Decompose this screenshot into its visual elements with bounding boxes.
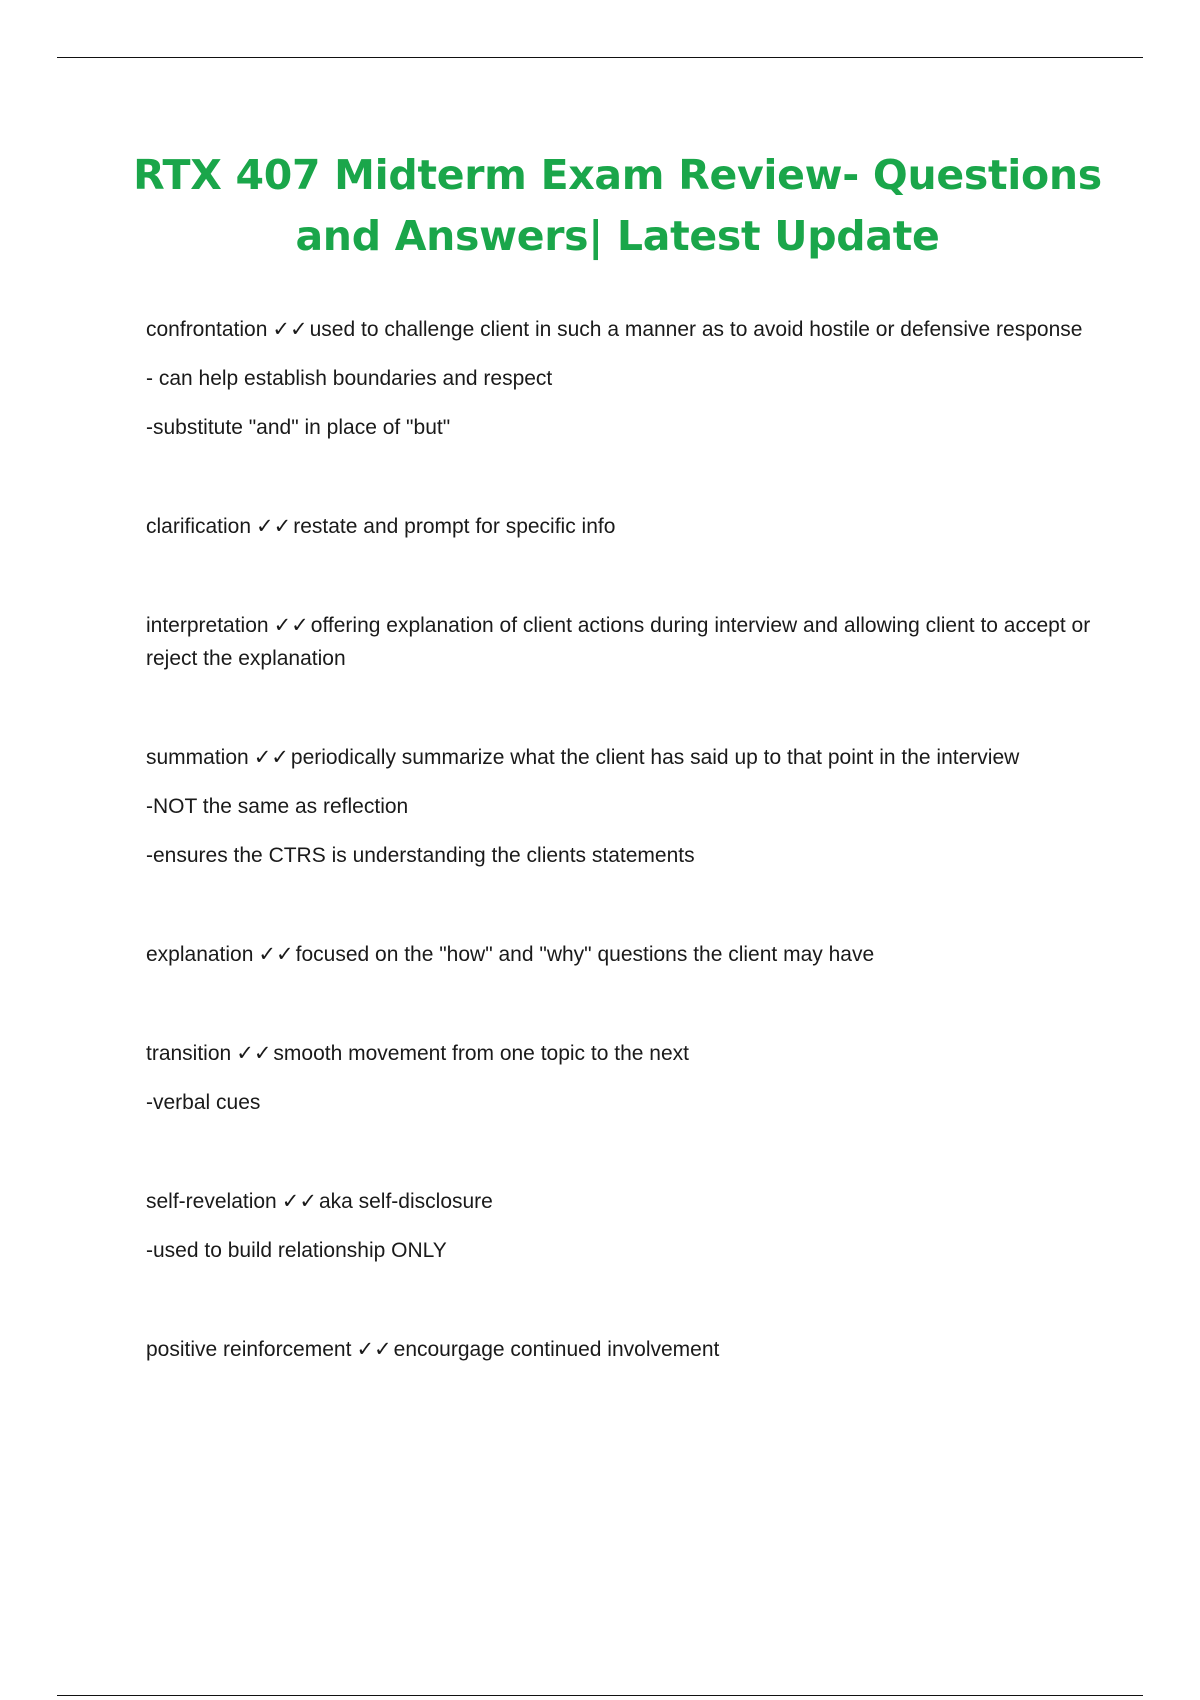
qa-definition-line xyxy=(146,938,1106,971)
qa-definition-line xyxy=(146,741,1106,774)
qa-list xyxy=(146,313,1106,1366)
document-title: RTX 407 Midterm Exam Review- Questions and Answers| Latest Update xyxy=(133,151,1102,260)
qa-definition: focused on the "how" and "why" questions the client may have xyxy=(295,943,875,966)
qa-entry-confrontation xyxy=(146,313,1106,444)
qa-definition-line xyxy=(146,1185,1106,1218)
top-rule xyxy=(57,57,1143,58)
qa-definition-line xyxy=(146,313,1106,346)
qa-note: -substitute "and" in place of "but" xyxy=(146,416,451,439)
qa-entry-positive-reinforcement xyxy=(146,1333,1106,1366)
qa-definition-line xyxy=(146,510,1106,543)
qa-definition: used to challenge client in such a manner as to avoid hostile or defensive response xyxy=(309,318,1083,341)
double-check-icon: ✓✓ xyxy=(258,943,294,966)
qa-entry-interpretation xyxy=(146,609,1106,675)
qa-note: - can help establish boundaries and respect xyxy=(146,367,553,390)
qa-definition: encourgage continued involvement xyxy=(393,1338,720,1361)
qa-term: transition xyxy=(146,1042,232,1065)
qa-entry-clarification xyxy=(146,510,1106,543)
qa-definition-line xyxy=(146,1037,1106,1070)
qa-term: positive reinforcement xyxy=(146,1338,352,1361)
qa-note: -NOT the same as reflection xyxy=(146,795,409,818)
double-check-icon: ✓✓ xyxy=(273,614,309,637)
qa-note: -verbal cues xyxy=(146,1091,261,1114)
qa-definition: aka self-disclosure xyxy=(318,1190,493,1213)
qa-term: summation xyxy=(146,746,249,769)
qa-note: -used to build relationship ONLY xyxy=(146,1239,447,1262)
qa-term: confrontation xyxy=(146,318,268,341)
double-check-icon: ✓✓ xyxy=(236,1042,272,1065)
qa-definition: offering explanation of client actions during interview and allowing client to accept or reject the explanation xyxy=(146,614,1091,670)
qa-note: -ensures the CTRS is understanding the clients statements xyxy=(146,844,695,867)
double-check-icon: ✓✓ xyxy=(256,515,292,538)
qa-definition: restate and prompt for specific info xyxy=(293,515,616,538)
qa-term: self-revelation xyxy=(146,1190,277,1213)
qa-definition-line xyxy=(146,609,1106,675)
qa-entry-summation xyxy=(146,741,1106,872)
qa-entry-transition xyxy=(146,1037,1106,1119)
qa-term: clarification xyxy=(146,515,252,538)
double-check-icon: ✓✓ xyxy=(356,1338,392,1361)
qa-entry-self-revelation xyxy=(146,1185,1106,1267)
double-check-icon: ✓✓ xyxy=(272,318,308,341)
qa-definition: periodically summarize what the client has said up to that point in the interview xyxy=(290,746,1020,769)
qa-term: explanation xyxy=(146,943,254,966)
qa-definition: smooth movement from one topic to the next xyxy=(273,1042,689,1065)
bottom-rule xyxy=(57,1695,1143,1696)
qa-definition-line xyxy=(146,1333,1106,1366)
qa-term: interpretation xyxy=(146,614,269,637)
double-check-icon: ✓✓ xyxy=(281,1190,317,1213)
qa-entry-explanation xyxy=(146,938,1106,971)
double-check-icon: ✓✓ xyxy=(253,746,289,769)
